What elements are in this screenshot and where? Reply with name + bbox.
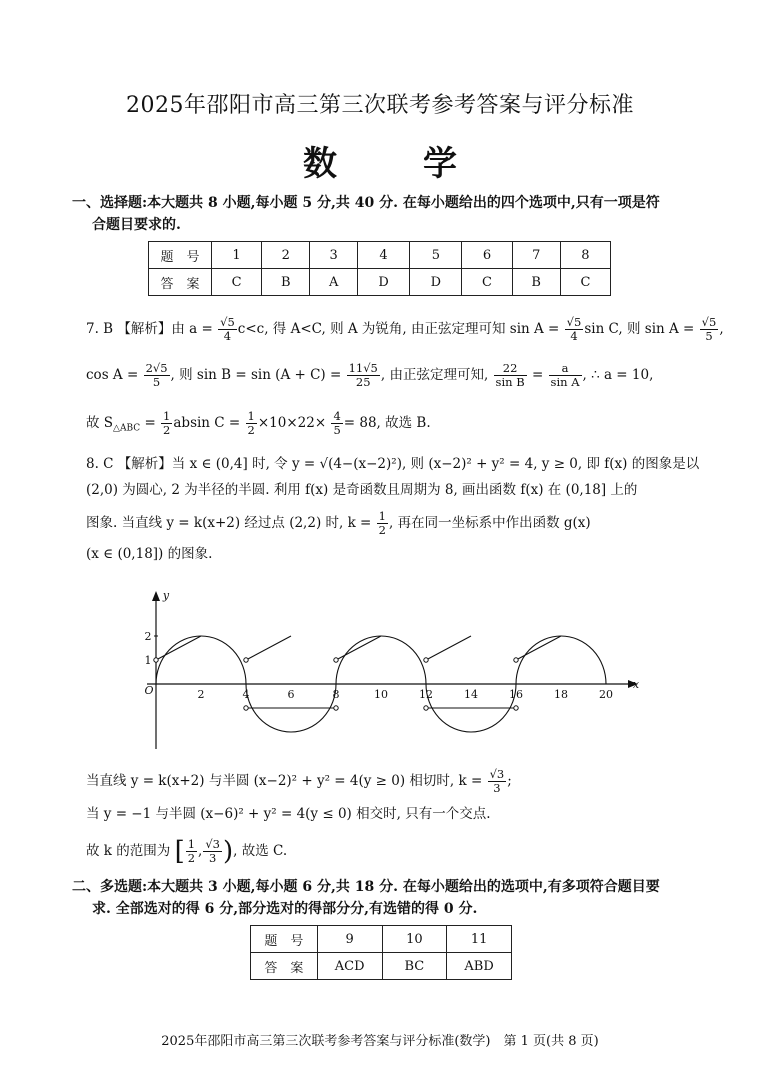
q8-intersect-line: 当 y = −1 与半圆 (x−6)² + y² = 4(y ≤ 0) 相交时, 只有一个交点. xyxy=(86,806,491,822)
table-cell: B xyxy=(512,269,560,296)
numerator: √3 xyxy=(489,767,505,781)
q7-text: absin C = xyxy=(173,415,241,431)
function-graph xyxy=(130,585,650,755)
q7-text: = xyxy=(531,367,544,383)
section2-heading-line2: 求. 全部选对的得 6 分,部分选对的得部分分,有选错的得 0 分. xyxy=(92,901,478,917)
q8-text: 图象. 当直线 y = k(x+2) 经过点 (2,2) 时, k = xyxy=(86,515,372,531)
line-segment xyxy=(336,636,381,660)
q8-line2: (2,0) 为圆心, 2 为半径的半圆. 利用 f(x) 是奇函数且周期为 8, 画出函数 f(x) 在 (0,18] 上的 xyxy=(86,482,638,498)
q8-range-line: 故 k 的范围为 [ $\frac{1}{2}$ , $\frac{√3}{3}$ ), 故选 C. xyxy=(86,836,288,867)
fraction xyxy=(186,838,197,865)
table-cell: 7 xyxy=(512,242,560,269)
fraction xyxy=(494,362,527,389)
table-cell: 6 xyxy=(462,242,512,269)
x-tick-label: 6 xyxy=(287,688,295,701)
open-endpoint xyxy=(514,658,518,662)
denominator: 2 xyxy=(247,423,255,437)
x-tick-label: 14 xyxy=(464,688,478,701)
open-endpoint xyxy=(334,706,338,710)
table-cell: B xyxy=(262,269,310,296)
numerator: √5 xyxy=(566,315,582,329)
table-row-numbers xyxy=(149,242,611,269)
denominator: 4 xyxy=(570,329,578,343)
q7-text: cos A = xyxy=(86,367,139,383)
open-endpoint xyxy=(514,706,518,710)
subject-title: 数 学 xyxy=(303,144,483,184)
q7-text: = xyxy=(144,415,156,431)
q8-tangent-line xyxy=(86,768,512,795)
table-row-numbers xyxy=(251,926,512,953)
denominator: 2 xyxy=(187,851,196,865)
table-cell: BC xyxy=(382,953,447,980)
table-cell: A xyxy=(310,269,358,296)
q7-text: 7. B 【解析】由 a = xyxy=(86,321,213,337)
fraction xyxy=(377,510,388,537)
section1-heading-line2: 合题目要求的. xyxy=(92,217,181,233)
denominator: 4 xyxy=(223,329,232,343)
table-cell: 1 xyxy=(212,242,262,269)
table-cell: D xyxy=(410,269,462,296)
numerator: √3 xyxy=(205,837,220,851)
x-tick-label: 12 xyxy=(419,688,433,701)
q7-line2 xyxy=(86,362,653,389)
q7-text: , 由正弦定理可知, xyxy=(380,367,489,383)
denominator: 3 xyxy=(493,781,501,795)
fraction xyxy=(488,768,507,795)
fraction xyxy=(218,316,237,343)
table-cell: D xyxy=(357,269,409,296)
fraction xyxy=(161,410,172,437)
q7-text: sin C, 则 sin A = xyxy=(584,321,695,337)
q8-text: ; xyxy=(507,773,512,789)
fraction xyxy=(144,362,170,389)
table-row-answers xyxy=(149,269,611,296)
answer-table-1 xyxy=(148,241,611,296)
table-cell: C xyxy=(560,269,610,296)
origin-label: O xyxy=(144,684,154,697)
numerator: 1 xyxy=(247,409,255,423)
row-label-answer: 答 案 xyxy=(251,953,318,980)
q7-line1 xyxy=(86,316,724,343)
numerator: 1 xyxy=(187,837,196,851)
numerator: a xyxy=(549,362,582,376)
table-cell: C xyxy=(212,269,262,296)
table-cell: 2 xyxy=(262,242,310,269)
open-endpoint xyxy=(334,658,338,662)
line-segment xyxy=(516,636,561,660)
table-cell: ACD xyxy=(317,953,382,980)
denominator: 2 xyxy=(378,523,386,537)
row-label-number: 题 号 xyxy=(149,242,212,269)
fraction xyxy=(331,410,342,437)
y-tick-label: 2 xyxy=(144,630,152,643)
denominator: sin A xyxy=(550,375,580,389)
open-endpoint xyxy=(244,658,248,662)
open-endpoint xyxy=(424,658,428,662)
q7-line3 xyxy=(86,410,431,439)
denominator: 5 xyxy=(333,423,341,437)
table-cell: 11 xyxy=(447,926,512,953)
q8-line3 xyxy=(86,510,591,537)
numerator: 11√5 xyxy=(348,361,378,375)
q8-line4: (x ∈ (0,18]) 的图象. xyxy=(86,546,213,562)
table-cell: C xyxy=(462,269,512,296)
numerator: 1 xyxy=(378,509,386,523)
line-segment xyxy=(426,636,471,660)
line-segment xyxy=(156,636,201,660)
table-cell: 5 xyxy=(410,242,462,269)
denominator: 5 xyxy=(705,329,713,343)
fraction xyxy=(565,316,584,343)
open-endpoint xyxy=(154,658,158,662)
table-row-answers xyxy=(251,953,512,980)
x-tick-label: 18 xyxy=(554,688,568,701)
q7-text: , ∴ a = 10, xyxy=(582,367,654,383)
fraction xyxy=(700,316,719,343)
open-endpoint xyxy=(424,706,428,710)
x-tick-label: 2 xyxy=(197,688,205,701)
section1-heading-line1: 一、选择题:本大题共 8 小题,每小题 5 分,共 40 分. 在每小题给出的四个选项中,只有一项是符 xyxy=(72,195,660,211)
denominator: 25 xyxy=(355,375,371,389)
numerator: 1 xyxy=(163,409,171,423)
table-cell: 10 xyxy=(382,926,447,953)
page-footer: 2025年邵阳市高三第三次联考参考答案与评分标准(数学) 第 1 页(共 8 页) xyxy=(161,1034,599,1049)
document-title: 2025年邵阳市高三第三次联考参考答案与评分标准 xyxy=(126,93,634,118)
numerator: √5 xyxy=(220,315,235,329)
y-axis-arrow xyxy=(152,591,160,601)
semicircle-curve xyxy=(156,636,246,684)
numerator: 2√5 xyxy=(145,361,168,375)
interval-bracket-left: [ xyxy=(174,836,185,867)
row-label-answer: 答 案 xyxy=(149,269,212,296)
y-axis-label: y xyxy=(162,589,170,602)
x-tick-label: 16 xyxy=(509,688,523,701)
table-cell: 8 xyxy=(560,242,610,269)
q7-text: = 88, 故选 B. xyxy=(343,415,431,431)
row-label-number: 题 号 xyxy=(251,926,318,953)
numerator: √5 xyxy=(701,315,717,329)
fraction xyxy=(549,362,582,389)
q8-line1: 8. C 【解析】当 x ∈ (0,4] 时, 令 y = √(4−(x−2)²), 则 (x−2)² + y² = 4, y ≥ 0, 即 f(x) 的图象是以 xyxy=(86,456,700,472)
semicircle-curve xyxy=(516,636,606,684)
q8-text: 故 k 的范围为 xyxy=(86,843,171,859)
denominator: 5 xyxy=(152,375,161,389)
q8-text: , 再在同一坐标系中作出函数 g(x) xyxy=(389,515,591,531)
fraction xyxy=(246,410,257,437)
numerator: 22 xyxy=(494,362,527,376)
answer-table-2 xyxy=(250,925,512,980)
x-axis-label: x xyxy=(632,678,640,691)
x-tick-label: 4 xyxy=(242,688,250,701)
table-cell: 4 xyxy=(357,242,409,269)
numerator: 4 xyxy=(333,409,341,423)
q8-text: , 故选 C. xyxy=(233,843,288,859)
q7-text: ×10×22× xyxy=(257,415,327,431)
q7-text: , 则 sin B = sin (A + C) = xyxy=(170,367,342,383)
graph-layer xyxy=(144,589,639,749)
x-tick-label: 10 xyxy=(374,688,388,701)
q7-text: , xyxy=(719,321,724,337)
open-endpoint xyxy=(244,706,248,710)
q8-text: 当直线 y = k(x+2) 与半圆 (x−2)² + y² = 4(y ≥ 0) 相切时, k = xyxy=(86,773,483,789)
table-cell: 9 xyxy=(317,926,382,953)
semicircle-curve xyxy=(336,636,426,684)
q7-text: 故 S xyxy=(86,415,114,431)
y-tick-label: 1 xyxy=(144,654,152,667)
x-tick-label: 20 xyxy=(599,688,613,701)
x-tick-label: 8 xyxy=(332,688,340,701)
denominator: 2 xyxy=(163,423,171,437)
table-cell: 3 xyxy=(310,242,358,269)
fraction xyxy=(203,838,222,865)
table-cell: ABD xyxy=(447,953,512,980)
denominator: sin B xyxy=(495,375,525,389)
subscript: △ABC xyxy=(113,423,141,434)
q7-text: c<c, 得 A<C, 则 A 为锐角, 由正弦定理可知 sin A = xyxy=(237,321,560,337)
denominator: 3 xyxy=(209,851,217,865)
section2-heading-line1: 二、多选题:本大题共 3 小题,每小题 6 分,共 18 分. 在每小题给出的选项中,有多项符合题目要 xyxy=(72,879,660,895)
fraction xyxy=(347,362,380,389)
interval-bracket-right: ) xyxy=(223,836,234,867)
line-segment xyxy=(246,636,291,660)
